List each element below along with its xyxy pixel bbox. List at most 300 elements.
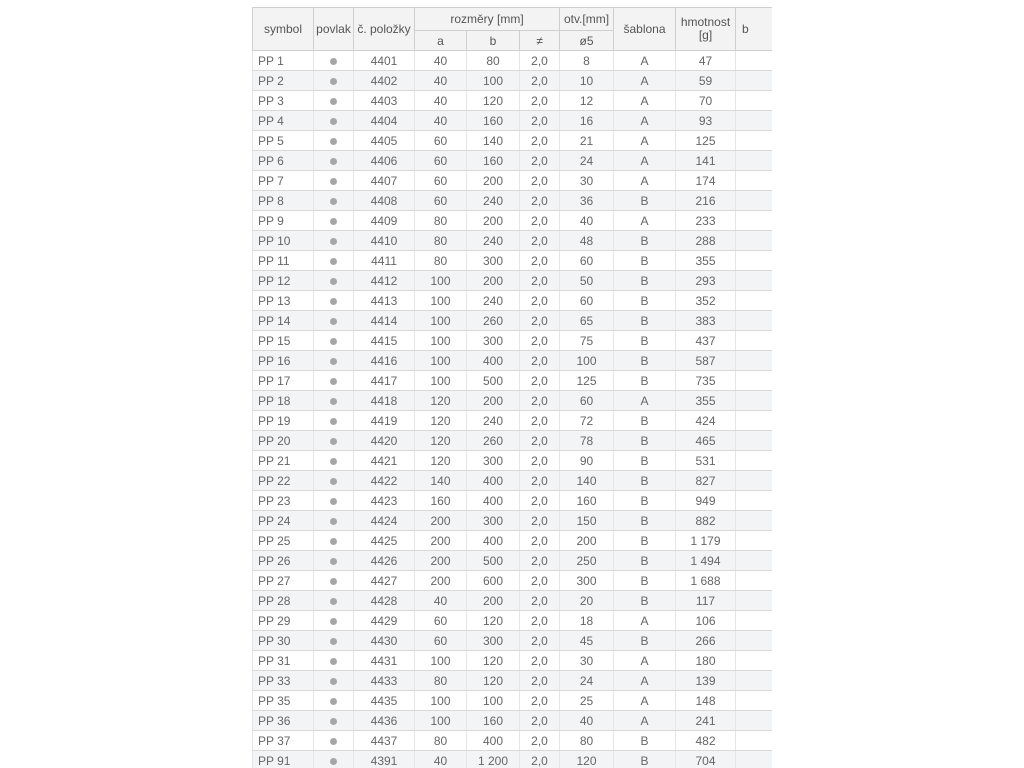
cell-weight: 180	[676, 651, 736, 671]
cell-b: 120	[467, 91, 520, 111]
cell-coating	[314, 351, 354, 371]
cell-symbol: PP 33	[253, 671, 314, 691]
cell-hole: 125	[560, 371, 614, 391]
cell-coating	[314, 551, 354, 571]
cell-a: 100	[415, 651, 467, 671]
cell-template: B	[614, 731, 676, 751]
cell-thickness: 2,0	[520, 571, 560, 591]
cell-thickness: 2,0	[520, 211, 560, 231]
cell-hole: 80	[560, 731, 614, 751]
cell-item-number: 4403	[354, 91, 415, 111]
table-row	[253, 291, 773, 311]
coating-dot-icon	[330, 698, 337, 705]
cell-a: 140	[415, 471, 467, 491]
cell-template: A	[614, 391, 676, 411]
cell-symbol: PP 25	[253, 531, 314, 551]
cell-b: 100	[467, 71, 520, 91]
cell-template: B	[614, 751, 676, 768]
cell-thickness: 2,0	[520, 51, 560, 71]
coating-dot-icon	[330, 178, 337, 185]
cell-item-number: 4421	[354, 451, 415, 471]
cell-b: 500	[467, 371, 520, 391]
cell-item-number: 4391	[354, 751, 415, 768]
header-hole: otv.[mm]	[560, 8, 614, 31]
cell-b: 120	[467, 671, 520, 691]
cell-template: A	[614, 171, 676, 191]
cell-extra	[736, 751, 773, 768]
cell-thickness: 2,0	[520, 671, 560, 691]
cell-a: 80	[415, 251, 467, 271]
cell-a: 200	[415, 531, 467, 551]
cell-template: B	[614, 331, 676, 351]
cell-template: A	[614, 691, 676, 711]
cell-item-number: 4407	[354, 171, 415, 191]
cell-symbol: PP 6	[253, 151, 314, 171]
cell-thickness: 2,0	[520, 511, 560, 531]
cell-item-number: 4412	[354, 271, 415, 291]
coating-dot-icon	[330, 498, 337, 505]
coating-dot-icon	[330, 278, 337, 285]
cell-b: 400	[467, 471, 520, 491]
cell-weight: 355	[676, 251, 736, 271]
cell-b: 400	[467, 351, 520, 371]
table-row	[253, 631, 773, 651]
cell-a: 100	[415, 291, 467, 311]
coating-dot-icon	[330, 518, 337, 525]
cell-symbol: PP 15	[253, 331, 314, 351]
cell-thickness: 2,0	[520, 311, 560, 331]
cell-hole: 40	[560, 211, 614, 231]
cell-hole: 200	[560, 531, 614, 551]
cell-coating	[314, 511, 354, 531]
cell-item-number: 4402	[354, 71, 415, 91]
cell-hole: 160	[560, 491, 614, 511]
cell-symbol: PP 4	[253, 111, 314, 131]
cell-hole: 250	[560, 551, 614, 571]
cell-template: A	[614, 131, 676, 151]
cell-weight: 266	[676, 631, 736, 651]
table-row	[253, 351, 773, 371]
cell-hole: 30	[560, 651, 614, 671]
header-template: šablona	[614, 8, 676, 51]
cell-b: 300	[467, 451, 520, 471]
cell-template: B	[614, 311, 676, 331]
cell-thickness: 2,0	[520, 91, 560, 111]
cell-symbol: PP 17	[253, 371, 314, 391]
cell-hole: 40	[560, 711, 614, 731]
cell-extra	[736, 671, 773, 691]
cell-a: 40	[415, 111, 467, 131]
coating-dot-icon	[330, 738, 337, 745]
cell-item-number: 4428	[354, 591, 415, 611]
cell-extra	[736, 411, 773, 431]
cell-a: 200	[415, 571, 467, 591]
cell-b: 600	[467, 571, 520, 591]
cell-weight: 47	[676, 51, 736, 71]
cell-symbol: PP 22	[253, 471, 314, 491]
cell-extra	[736, 311, 773, 331]
cell-coating	[314, 391, 354, 411]
cell-a: 100	[415, 331, 467, 351]
cell-hole: 78	[560, 431, 614, 451]
cell-coating	[314, 691, 354, 711]
cell-a: 40	[415, 51, 467, 71]
cell-symbol: PP 21	[253, 451, 314, 471]
cell-thickness: 2,0	[520, 631, 560, 651]
cell-b: 120	[467, 651, 520, 671]
cell-thickness: 2,0	[520, 551, 560, 571]
cell-hole: 120	[560, 751, 614, 768]
cell-thickness: 2,0	[520, 271, 560, 291]
coating-dot-icon	[330, 718, 337, 725]
cell-weight: 117	[676, 591, 736, 611]
cell-extra	[736, 71, 773, 91]
cell-weight: 437	[676, 331, 736, 351]
cell-hole: 24	[560, 671, 614, 691]
cell-a: 60	[415, 191, 467, 211]
cell-symbol: PP 11	[253, 251, 314, 271]
cell-thickness: 2,0	[520, 111, 560, 131]
cell-symbol: PP 27	[253, 571, 314, 591]
cell-coating	[314, 311, 354, 331]
cell-hole: 12	[560, 91, 614, 111]
coating-dot-icon	[330, 98, 337, 105]
cell-a: 80	[415, 671, 467, 691]
cell-template: B	[614, 291, 676, 311]
cell-b: 80	[467, 51, 520, 71]
cell-weight: 93	[676, 111, 736, 131]
cell-coating	[314, 371, 354, 391]
cell-weight: 70	[676, 91, 736, 111]
cell-extra	[736, 231, 773, 251]
cell-weight: 465	[676, 431, 736, 451]
coating-dot-icon	[330, 438, 337, 445]
cell-coating	[314, 431, 354, 451]
coating-dot-icon	[330, 578, 337, 585]
cell-item-number: 4424	[354, 511, 415, 531]
cell-symbol: PP 3	[253, 91, 314, 111]
cell-hole: 21	[560, 131, 614, 151]
cell-thickness: 2,0	[520, 411, 560, 431]
cell-symbol: PP 13	[253, 291, 314, 311]
cell-weight: 141	[676, 151, 736, 171]
cell-thickness: 2,0	[520, 731, 560, 751]
table-row	[253, 111, 773, 131]
cell-symbol: PP 26	[253, 551, 314, 571]
cell-weight: 949	[676, 491, 736, 511]
cell-symbol: PP 35	[253, 691, 314, 711]
cell-item-number: 4413	[354, 291, 415, 311]
coating-dot-icon	[330, 138, 337, 145]
table-row	[253, 231, 773, 251]
cell-hole: 20	[560, 591, 614, 611]
coating-dot-icon	[330, 338, 337, 345]
cell-a: 120	[415, 391, 467, 411]
cell-weight: 704	[676, 751, 736, 768]
cell-b: 400	[467, 491, 520, 511]
cell-extra	[736, 91, 773, 111]
product-table	[252, 7, 772, 768]
cell-coating	[314, 751, 354, 768]
cell-thickness: 2,0	[520, 471, 560, 491]
cell-weight: 139	[676, 671, 736, 691]
cell-template: B	[614, 571, 676, 591]
cell-a: 40	[415, 591, 467, 611]
cell-hole: 50	[560, 271, 614, 291]
coating-dot-icon	[330, 558, 337, 565]
cell-extra	[736, 251, 773, 271]
cell-item-number: 4416	[354, 351, 415, 371]
header-povlak: povlak	[314, 8, 354, 51]
cell-item-number: 4436	[354, 711, 415, 731]
cell-coating	[314, 331, 354, 351]
cell-symbol: PP 8	[253, 191, 314, 211]
coating-dot-icon	[330, 478, 337, 485]
cell-a: 60	[415, 631, 467, 651]
cell-thickness: 2,0	[520, 711, 560, 731]
header-weight	[676, 8, 736, 51]
table-row	[253, 411, 773, 431]
cell-weight: 531	[676, 451, 736, 471]
table-row	[253, 51, 773, 71]
cell-item-number: 4435	[354, 691, 415, 711]
cell-hole: 75	[560, 331, 614, 351]
cell-coating	[314, 411, 354, 431]
header-dimensions: rozměry [mm]	[415, 8, 560, 31]
cell-coating	[314, 651, 354, 671]
header-item-number: č. položky	[354, 8, 415, 51]
cell-template: B	[614, 351, 676, 371]
cell-b: 200	[467, 271, 520, 291]
cell-symbol: PP 5	[253, 131, 314, 151]
cell-weight: 1 179	[676, 531, 736, 551]
cell-coating	[314, 231, 354, 251]
cell-thickness: 2,0	[520, 691, 560, 711]
cell-item-number: 4429	[354, 611, 415, 631]
cell-template: B	[614, 631, 676, 651]
cell-coating	[314, 211, 354, 231]
cell-symbol: PP 14	[253, 311, 314, 331]
cell-item-number: 4430	[354, 631, 415, 651]
cell-b: 200	[467, 391, 520, 411]
cell-coating	[314, 451, 354, 471]
cell-a: 80	[415, 731, 467, 751]
cell-symbol: PP 36	[253, 711, 314, 731]
cell-extra	[736, 111, 773, 131]
cell-item-number: 4419	[354, 411, 415, 431]
cell-b: 160	[467, 111, 520, 131]
cell-b: 300	[467, 251, 520, 271]
table-row	[253, 151, 773, 171]
cell-extra	[736, 591, 773, 611]
coating-dot-icon	[330, 78, 337, 85]
table-row	[253, 371, 773, 391]
coating-dot-icon	[330, 758, 337, 765]
cell-a: 100	[415, 691, 467, 711]
cell-weight: 148	[676, 691, 736, 711]
cell-symbol: PP 91	[253, 751, 314, 768]
cell-symbol: PP 37	[253, 731, 314, 751]
cell-weight: 216	[676, 191, 736, 211]
cell-extra	[736, 491, 773, 511]
cell-thickness: 2,0	[520, 431, 560, 451]
header-thickness: ≠	[520, 31, 560, 51]
cell-a: 200	[415, 551, 467, 571]
cell-item-number: 4408	[354, 191, 415, 211]
cell-hole: 140	[560, 471, 614, 491]
cell-extra	[736, 351, 773, 371]
cell-extra	[736, 631, 773, 651]
cell-extra	[736, 471, 773, 491]
header-diameter: ø5	[560, 31, 614, 51]
cell-item-number: 4420	[354, 431, 415, 451]
cell-a: 100	[415, 351, 467, 371]
cell-weight: 288	[676, 231, 736, 251]
cell-coating	[314, 271, 354, 291]
cell-coating	[314, 471, 354, 491]
cell-thickness: 2,0	[520, 171, 560, 191]
cell-b: 140	[467, 131, 520, 151]
table-row	[253, 671, 773, 691]
cell-item-number: 4425	[354, 531, 415, 551]
cell-a: 160	[415, 491, 467, 511]
cell-template: B	[614, 431, 676, 451]
table-row	[253, 251, 773, 271]
table-row	[253, 271, 773, 291]
cell-hole: 45	[560, 631, 614, 651]
cell-hole: 25	[560, 691, 614, 711]
cell-extra	[736, 511, 773, 531]
cell-symbol: PP 29	[253, 611, 314, 631]
cell-extra	[736, 531, 773, 551]
cell-template: B	[614, 251, 676, 271]
cell-template: A	[614, 651, 676, 671]
cell-hole: 65	[560, 311, 614, 331]
table-row	[253, 591, 773, 611]
table-row	[253, 691, 773, 711]
cell-extra	[736, 151, 773, 171]
cell-a: 60	[415, 171, 467, 191]
cell-template: B	[614, 371, 676, 391]
coating-dot-icon	[330, 118, 337, 125]
cell-b: 260	[467, 311, 520, 331]
cell-template: A	[614, 611, 676, 631]
cell-coating	[314, 91, 354, 111]
cell-hole: 36	[560, 191, 614, 211]
cell-extra	[736, 171, 773, 191]
cell-b: 240	[467, 191, 520, 211]
cell-extra	[736, 551, 773, 571]
cell-weight: 106	[676, 611, 736, 631]
cell-b: 240	[467, 231, 520, 251]
cell-item-number: 4405	[354, 131, 415, 151]
cell-extra	[736, 391, 773, 411]
cell-hole: 48	[560, 231, 614, 251]
cell-weight: 482	[676, 731, 736, 751]
cell-symbol: PP 9	[253, 211, 314, 231]
table-row	[253, 131, 773, 151]
cell-thickness: 2,0	[520, 651, 560, 671]
cell-weight: 352	[676, 291, 736, 311]
cell-extra	[736, 271, 773, 291]
cell-template: B	[614, 191, 676, 211]
cell-weight: 233	[676, 211, 736, 231]
cell-item-number: 4409	[354, 211, 415, 231]
cell-a: 60	[415, 131, 467, 151]
cell-thickness: 2,0	[520, 531, 560, 551]
cell-coating	[314, 631, 354, 651]
cell-weight: 293	[676, 271, 736, 291]
cell-template: A	[614, 671, 676, 691]
cell-extra	[736, 211, 773, 231]
cell-coating	[314, 711, 354, 731]
cell-hole: 300	[560, 571, 614, 591]
cell-symbol: PP 7	[253, 171, 314, 191]
coating-dot-icon	[330, 618, 337, 625]
cell-symbol: PP 1	[253, 51, 314, 71]
cell-symbol: PP 30	[253, 631, 314, 651]
cell-hole: 18	[560, 611, 614, 631]
cell-item-number: 4411	[354, 251, 415, 271]
cell-hole: 16	[560, 111, 614, 131]
cell-item-number: 4422	[354, 471, 415, 491]
cell-thickness: 2,0	[520, 191, 560, 211]
table-row	[253, 731, 773, 751]
coating-dot-icon	[330, 598, 337, 605]
cell-thickness: 2,0	[520, 491, 560, 511]
cell-symbol: PP 10	[253, 231, 314, 251]
coating-dot-icon	[330, 298, 337, 305]
table-row	[253, 391, 773, 411]
cell-weight: 355	[676, 391, 736, 411]
cell-a: 100	[415, 711, 467, 731]
table-row	[253, 471, 773, 491]
cell-weight: 424	[676, 411, 736, 431]
cell-hole: 24	[560, 151, 614, 171]
cell-extra	[736, 571, 773, 591]
cell-item-number: 4426	[354, 551, 415, 571]
cell-template: B	[614, 471, 676, 491]
cell-extra	[736, 291, 773, 311]
cell-b: 300	[467, 331, 520, 351]
cell-symbol: PP 16	[253, 351, 314, 371]
cell-symbol: PP 20	[253, 431, 314, 451]
cell-weight: 827	[676, 471, 736, 491]
cell-extra	[736, 691, 773, 711]
coating-dot-icon	[330, 418, 337, 425]
table-row	[253, 431, 773, 451]
cell-coating	[314, 571, 354, 591]
header-extra: b	[736, 8, 773, 51]
cell-symbol: PP 28	[253, 591, 314, 611]
table-row	[253, 571, 773, 591]
cell-item-number: 4406	[354, 151, 415, 171]
cell-a: 100	[415, 271, 467, 291]
coating-dot-icon	[330, 158, 337, 165]
cell-a: 60	[415, 611, 467, 631]
table-row	[253, 211, 773, 231]
cell-b: 300	[467, 511, 520, 531]
cell-a: 120	[415, 411, 467, 431]
cell-coating	[314, 731, 354, 751]
header-weight-unit: [g]	[698, 28, 713, 42]
cell-hole: 150	[560, 511, 614, 531]
cell-b: 400	[467, 531, 520, 551]
cell-b: 240	[467, 411, 520, 431]
table-row	[253, 491, 773, 511]
coating-dot-icon	[330, 458, 337, 465]
coating-dot-icon	[330, 58, 337, 65]
